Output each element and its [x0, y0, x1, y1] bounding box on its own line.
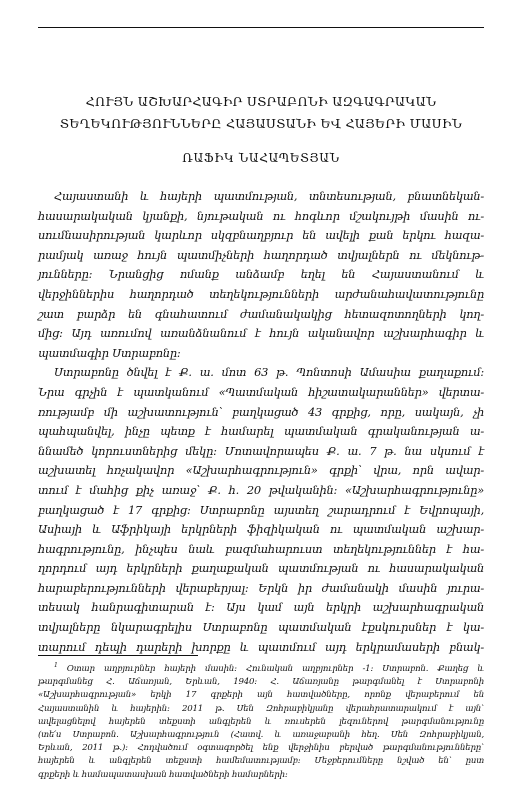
body-line: պատմագիր Ստրաբոնը:: [38, 345, 181, 360]
author-name: ՌԱՖԻԿ ՆԱՀԱՊԵՏՅԱՆ: [182, 151, 340, 165]
body-line: սումնասիրության կարևոր սկզբնաղբյուր են ավելի քան երկու հազա-: [38, 228, 484, 243]
body-line: ռությամբ մի աշխատություն՝ բաղկացած 43 գրքից, որը, սակայն, չի: [38, 404, 484, 419]
body-line: Հայաստանի և հայերի պատմության, տնտեսության, բնատնեկան-: [54, 189, 484, 203]
footnote-marker: 1: [54, 662, 58, 670]
body-line: րամյակ առաջ հույն պատմիչների հաղորդած տվյալներն ու մեկնութ-: [38, 247, 484, 262]
body-line: վերջիններիս հաղորդած տեղեկությունների արժանահավատությունը: [38, 286, 484, 301]
footnote-line: գրքերի և համապատասխան հատվածների համարների:: [38, 769, 288, 780]
body-line: աշխատել հռչակավոր «Աշխարհագրություն» գրքի՝ վրա, որն ավար-: [38, 463, 484, 478]
body-line: պահպանվել, ինչը պետք է համարել պատմական գրականության ա-: [38, 424, 484, 439]
body-line: տարում դեպի դարերի խորքը և պատմում այդ երկրամասերի բնակ-: [38, 639, 484, 654]
footnote: [38, 663, 484, 782]
body-line: շատ բարձր են գնահատում ժամանակակից հետազոտողների կող-: [38, 306, 484, 321]
footnote-line: ավելացնելով հայերեն տեքստի անգլերեն և ռուսերեն լեզուներով թարգմանությունը: [38, 716, 484, 727]
body-line: ննամեծ կորուստներից մեկը: Մոտավորապես Ք. ա. 7 թ. նա սկսում է: [38, 443, 484, 458]
body-line: հարաբերությունների վերաբերյալ: Երկն իր ժամանակի մասին յուրա-: [38, 580, 484, 595]
body-line: մից: Այդ առումով առանձնանում է հույն ականավոր աշխարհագիր և: [38, 326, 484, 341]
header-rule: [38, 27, 484, 28]
article-title: [38, 91, 484, 135]
body-line: տեսակ հանրագիտարան է: Այս կամ այն երկրի աշխարհագրական: [38, 600, 484, 615]
footnote-line-text: Օտար աղբյուրներ հայերի մասին: Հունական աղբյուրներ -1: Ստրաբոն. Քաղեց և: [66, 664, 484, 674]
body-line: Ստրաբոնը ծնվել է Ք. ա. մոտ 63 թ. Պոնտոսի Ամասիա քաղաքում:: [54, 365, 484, 380]
body-line: բաղկացած է 17 գրքից: Ստրաբոնը այստեղ շարադրում է Եվրոպայի,: [38, 502, 484, 517]
title-line: ՏԵՂԵԿՈՒԹՅՈՒՆՆԵՐԸ ՀԱՅԱՍՏԱՆԻ ԵՎ ՀԱՅԵՐԻ ՄԱՍԻՆ: [59, 116, 463, 131]
body-text: [38, 187, 484, 657]
body-line: տում է մահից քիչ առաջ՝ Ք. հ. 20 թվականին: «Աշխարհագրությունը»: [38, 482, 484, 497]
body-line: տվյալները նկարագրելիս Ստրաբոնը պատմական էքսկուրսներ է կա-: [38, 620, 484, 635]
body-line: հասարակական կյանքի, նյութական ու հոգևոր մշակույթի մասին ու-: [38, 208, 484, 223]
title-line: ՀՈՒՅՆ ԱՇԽԱՐՀԱԳԻՐ ՍՏՐԱԲՈՆԻ ԱԶԳԱԳՐԱԿԱՆ: [85, 94, 437, 109]
footnote-rule: [38, 655, 198, 656]
body-line: Ասիայի և Աֆրիկայի երկրների ֆիզիկական ու պատմական աշխար-: [38, 522, 484, 537]
footnote-line: Հայաստանին և հայերին: 2011 թ. Սեն Զոհրաբիկյանը վերահրատարակում է այն՝: [38, 703, 484, 714]
body-line: հագրությունը, ինչպես նաև բազմահարուստ տեղեկություններ է հա-: [38, 541, 484, 556]
footnote-line: [38, 663, 484, 676]
footnote-line: Երևան, 2011 թ.): Հոդվածում օգտագործել ենք վերջինիս բերված թարգմանությունները՝: [38, 743, 484, 754]
body-line: Նրա գրչին է պատկանում «Պատմական հիշատակարաններ» վերտա-: [38, 384, 484, 399]
footnote-line: «Աշխարհագրության» երկի 17 գրքերի այն հատվածները, որոնք վերաբերում են: [38, 690, 484, 701]
footnote-line: թարգմանեց Հ. Աճառյան, Երևան, 1940: Հ. Աճառյանը թարգմանել է Ստրաբոնի: [38, 677, 484, 688]
body-line: ղորդում այդ երկրների քաղաքական պատմության ու հասարակական: [38, 561, 484, 576]
footnote-line: հայերեն և անգլերեն տեքստի համեմատությամբ: Մեջբերումները նշված են՝ ըստ: [38, 756, 484, 767]
footnote-line: (տե՛ս Ստրաբոն. Աշխարհագրություն (Հատվ. և առաջաբանի հեղ. Սեն Զոհրաբիկյան,: [38, 729, 484, 740]
body-line: յունները: Նրանցից ոմանք անձամբ եղել են Հայաստանում և: [38, 267, 484, 282]
